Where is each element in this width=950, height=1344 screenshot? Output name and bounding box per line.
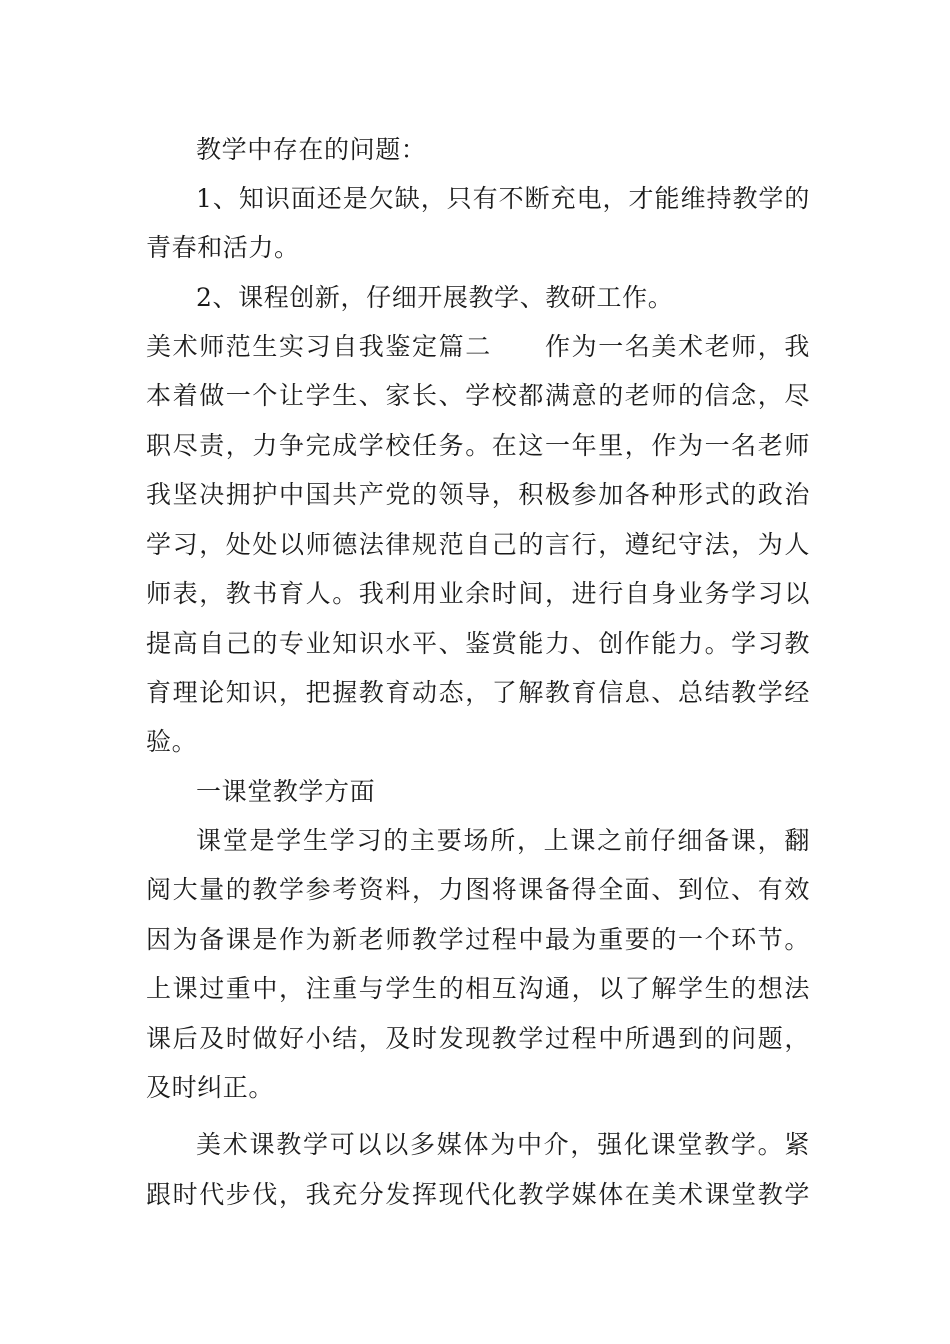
text-line: 学习，处处以师德法律规范自己的言行，遵纪守法，为人 bbox=[146, 530, 810, 559]
text-line: 职尽责，力争完成学校任务。在这一年里，作为一名老师 bbox=[146, 431, 810, 460]
text-line: 阅大量的教学参考资料，力图将课备得全面、到位、有效 bbox=[146, 875, 810, 904]
text-line: 教学中存在的问题： bbox=[196, 135, 427, 164]
text-line: 青春和活力。 bbox=[146, 233, 300, 262]
text-line: 美术课教学可以以多媒体为中介，强化课堂教学。紧 bbox=[196, 1130, 810, 1159]
text-line: 2、课程创新，仔细开展教学、教研工作。 bbox=[196, 283, 674, 312]
section-heading: 一课堂教学方面 bbox=[196, 777, 376, 806]
text-line: 因为备课是作为新老师教学过程中最为重要的一个环节。 bbox=[146, 925, 810, 954]
text-line: 及时纠正。 bbox=[146, 1073, 275, 1102]
text-line: 上课过重中，注重与学生的相互沟通，以了解学生的想法 bbox=[146, 974, 810, 1003]
text-line: 本着做一个让学生、家长、学校都满意的老师的信念，尽 bbox=[146, 381, 810, 410]
text-line: 美术师范生实习自我鉴定篇二 作为一名美术老师，我 bbox=[146, 332, 810, 361]
text-line: 1、知识面还是欠缺，只有不断充电，才能维持教学的 bbox=[196, 184, 810, 213]
text-line: 课后及时做好小结，及时发现教学过程中所遇到的问题， bbox=[146, 1024, 810, 1053]
text-line: 跟时代步伐，我充分发挥现代化教学媒体在美术课堂教学 bbox=[146, 1180, 810, 1209]
text-line: 课堂是学生学习的主要场所，上课之前仔细备课，翻 bbox=[196, 826, 810, 855]
text-line: 提高自己的专业知识水平、鉴赏能力、创作能力。学习教 bbox=[146, 629, 810, 658]
text-line: 我坚决拥护中国共产党的领导，积极参加各种形式的政治 bbox=[146, 480, 810, 509]
text-line: 验。 bbox=[146, 727, 198, 756]
text-line: 师表，教书育人。我利用业余时间，进行自身业务学习以 bbox=[146, 579, 810, 608]
text-line: 育理论知识，把握教育动态，了解教育信息、总结教学经 bbox=[146, 678, 810, 707]
